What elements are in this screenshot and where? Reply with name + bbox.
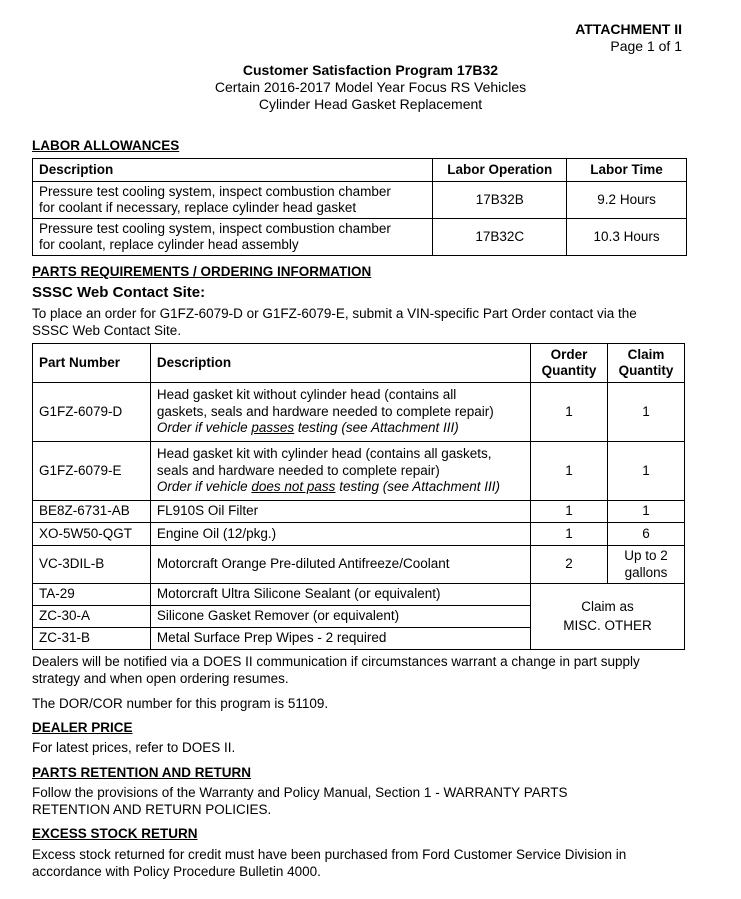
description-line: Head gasket kit without cylinder head (contains all — [156, 387, 457, 403]
part-number: ZC-30-A — [33, 606, 151, 628]
column-header — [608, 344, 685, 383]
claim-quantity: 1 — [608, 442, 685, 501]
note-emphasis: passes — [251, 420, 295, 436]
note-text: Order if vehicle — [156, 420, 252, 436]
text-line: To place an order for G1FZ-6079-D or G1FZ-6079-E, submit a VIN-specific Part Order contact via the — [32, 306, 637, 321]
claim-quantity: 6 — [608, 523, 685, 546]
table-row — [33, 383, 685, 442]
part-description: Metal Surface Prep Wipes - 2 required — [150, 628, 530, 650]
does-notice — [32, 654, 692, 687]
note-text: testing (see Attachment III) — [335, 479, 501, 495]
labor-time: 10.3 Hours — [567, 219, 687, 256]
claim-quantity: 1 — [608, 383, 685, 442]
description-line: for coolant, replace cylinder head assembly — [39, 237, 299, 252]
table-row — [33, 584, 685, 606]
text-line: strategy and when open ordering resumes. — [32, 670, 289, 686]
parts-table — [32, 343, 685, 650]
order-condition-note — [157, 420, 524, 437]
claim-line: MISC. OTHER — [563, 618, 652, 633]
table-row — [33, 442, 685, 501]
description-line: for coolant if necessary, replace cylinder head gasket — [39, 200, 357, 215]
text-line: SSSC Web Contact Site. — [32, 322, 182, 338]
text-line: accordance with Policy Procedure Bulletin 4000. — [32, 863, 321, 879]
header-line: Claim — [627, 346, 665, 362]
labor-table — [32, 158, 687, 256]
claim-quantity: 1 — [608, 501, 685, 523]
document-header — [575, 21, 682, 55]
dor-cor-number: The DOR/COR number for this program is 51109. — [32, 696, 329, 711]
header-line: Quantity — [618, 363, 674, 378]
order-quantity: 1 — [531, 501, 608, 523]
order-quantity: 1 — [531, 523, 608, 546]
sssc-instructions — [32, 306, 692, 339]
part-number: G1FZ-6079-E — [33, 442, 151, 501]
order-quantity: 2 — [531, 546, 608, 584]
sssc-heading: SSSC Web Contact Site: — [32, 284, 206, 301]
column-header — [531, 344, 608, 383]
description-line: Pressure test cooling system, inspect combustion chamber — [39, 220, 391, 236]
column-header: Labor Time — [567, 159, 687, 182]
excess-stock-text — [32, 847, 692, 880]
column-header: Labor Operation — [433, 159, 567, 182]
part-description: Motorcraft Ultra Silicone Sealant (or equivalent) — [150, 584, 530, 606]
part-description — [150, 442, 530, 501]
part-number: BE8Z-6731-AB — [33, 501, 151, 523]
part-description: Motorcraft Orange Pre-diluted Antifreeze/Coolant — [150, 546, 530, 584]
column-header: Description — [33, 159, 433, 182]
text-line: Follow the provisions of the Warranty and Policy Manual, Section 1 - WARRANTY PARTS — [32, 785, 568, 800]
claim-line: Up to 2 — [624, 548, 668, 563]
labor-description — [33, 182, 433, 219]
part-number: G1FZ-6079-D — [33, 383, 151, 442]
dealer-price-text: For latest prices, refer to DOES II. — [32, 740, 236, 755]
table-header-row — [33, 344, 685, 383]
part-description — [150, 383, 530, 442]
program-title: Customer Satisfaction Program 17B32 — [242, 62, 499, 78]
description-line: Pressure test cooling system, inspect combustion chamber — [39, 183, 391, 199]
header-line: Order — [550, 346, 588, 362]
claim-quantity — [608, 546, 685, 584]
column-header: Description — [150, 344, 530, 383]
header-line: Quantity — [541, 363, 597, 378]
labor-operation: 17B32C — [433, 219, 567, 256]
note-emphasis: does not pass — [251, 479, 336, 495]
table-row — [33, 219, 687, 256]
program-subject: Cylinder Head Gasket Replacement — [258, 96, 483, 112]
column-header: Part Number — [33, 344, 151, 383]
note-text: testing (see Attachment III) — [294, 420, 459, 436]
table-header-row — [33, 159, 687, 182]
description-line: gaskets, seals and hardware needed to complete repair) — [156, 403, 494, 419]
part-number: XO-5W50-QGT — [33, 523, 151, 546]
table-row — [33, 523, 685, 546]
description-line: Head gasket kit with cylinder head (contains all gaskets, — [156, 446, 492, 462]
parts-requirements-heading: PARTS REQUIREMENTS / ORDERING INFORMATION — [32, 264, 372, 279]
parts-retention-heading: PARTS RETENTION AND RETURN — [32, 765, 251, 780]
dealer-price-heading: DEALER PRICE — [32, 720, 133, 735]
part-number: TA-29 — [33, 584, 151, 606]
text-line: Excess stock returned for credit must have been purchased from Ford Customer Service Division in — [32, 847, 627, 862]
part-description: Silicone Gasket Remover (or equivalent) — [150, 606, 530, 628]
part-number: ZC-31-B — [33, 628, 151, 650]
excess-stock-heading: EXCESS STOCK RETURN — [32, 826, 198, 841]
labor-time: 9.2 Hours — [567, 182, 687, 219]
labor-description — [33, 219, 433, 256]
labor-allowances-heading: LABOR ALLOWANCES — [32, 138, 180, 153]
parts-retention-text — [32, 785, 692, 818]
misc-claim-cell — [531, 584, 685, 650]
order-condition-note — [157, 479, 524, 496]
table-row — [33, 501, 685, 523]
part-description: FL910S Oil Filter — [150, 501, 530, 523]
order-quantity: 1 — [531, 442, 608, 501]
description-line: seals and hardware needed to complete repair) — [156, 462, 440, 478]
part-number: VC-3DIL-B — [33, 546, 151, 584]
title-block — [0, 62, 741, 113]
note-text: Order if vehicle — [156, 479, 252, 495]
claim-line: Claim as — [581, 598, 634, 614]
order-quantity: 1 — [531, 383, 608, 442]
claim-line: gallons — [624, 564, 668, 580]
part-description: Engine Oil (12/pkg.) — [150, 523, 530, 546]
attachment-label: ATTACHMENT II — [575, 21, 682, 37]
labor-operation: 17B32B — [433, 182, 567, 219]
vehicle-scope: Certain 2016-2017 Model Year Focus RS Vehicles — [214, 79, 527, 95]
table-row — [33, 182, 687, 219]
text-line: RETENTION AND RETURN POLICIES. — [32, 801, 272, 817]
text-line: Dealers will be notified via a DOES II communication if circumstances warrant a change in part supply — [32, 654, 640, 669]
table-row — [33, 546, 685, 584]
page-number: Page 1 of 1 — [610, 38, 682, 54]
